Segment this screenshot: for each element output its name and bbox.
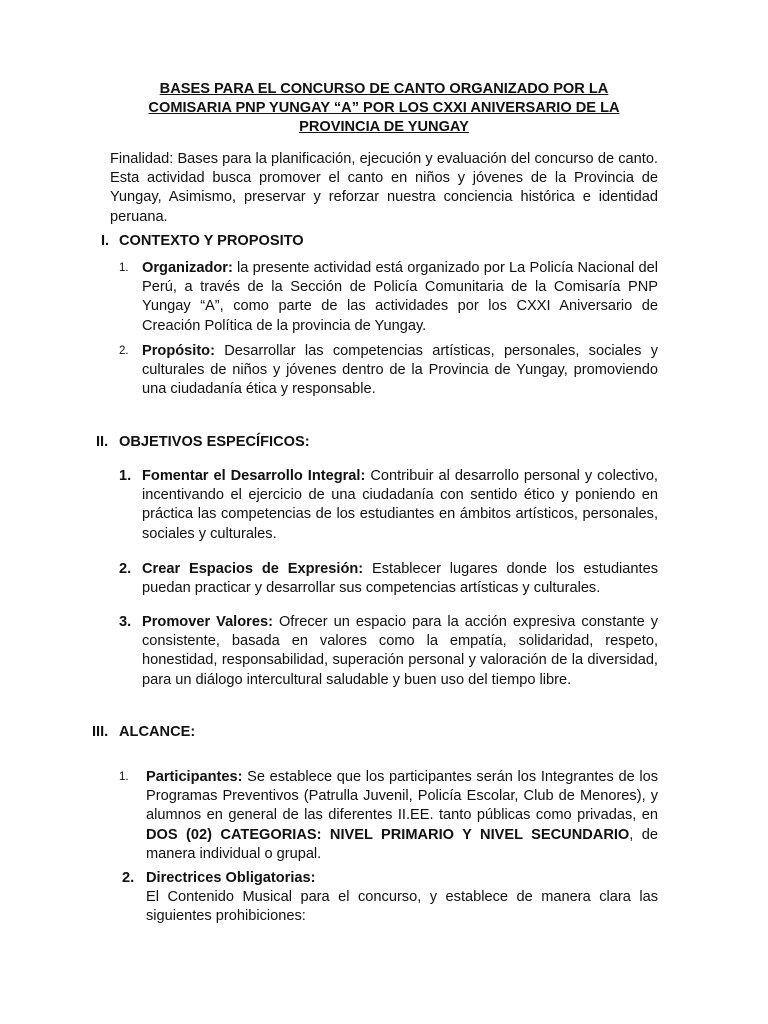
item-label: Crear Espacios de Expresión: (142, 561, 364, 577)
section-heading: CONTEXTO Y PROPOSITO (119, 233, 304, 249)
item-number: 1. (119, 468, 132, 484)
item-text: Ofrecer un espacio para la acción expresiva constante y consistente, basada en valores como la empatía, solidaridad, respeto, honestidad, responsabilidad, superación personal y valoración de la diversidad, para un diálogo intercultural saludable y buen uso del tiempo libre. (142, 614, 658, 688)
title-line: BASES PARA EL CONCURSO DE CANTO ORGANIZADO POR LA (159, 81, 609, 97)
list-item (142, 342, 658, 400)
item-label: Fomentar el Desarrollo Integral: (142, 468, 366, 484)
list-item (142, 259, 658, 336)
item-number: 1. (119, 771, 129, 783)
item-label: Organizador: (142, 260, 233, 276)
item-text: Desarrollar las competencias artísticas, personales, sociales y culturales de niños y jóvenes dentro de la Provincia de Yungay, promoviendo una ciudadanía ética y responsable. (142, 343, 658, 398)
item-bold-inline: DOS (02) CATEGORIAS: NIVEL PRIMARIO Y NIVEL SECUNDARIO (146, 826, 630, 843)
item-text: Se establece que los participantes serán los Integrantes de los Programas Preventivos (Patrulla Juvenil, Policía Escolar, Club de Menores), y alumnos en general de las diferentes II.EE. tanto públicas como privadas, en (146, 769, 658, 824)
item-text: El Contenido Musical para el concurso, y establece de manera clara las siguientes prohibiciones: (146, 889, 658, 925)
list-item (146, 768, 658, 864)
item-text-after: , de manera individual o grupal. (146, 826, 659, 862)
item-number: 2. (119, 345, 129, 357)
section-numeral: II. (96, 434, 109, 450)
list-item (142, 467, 658, 544)
item-text: Establecer lugares donde los estudiantes puedan practicar y desarrollar sus competencias artísticas y culturales. (142, 561, 659, 597)
item-number: 3. (119, 614, 132, 630)
item-number: 2. (119, 561, 132, 577)
item-label: Directrices Obligatorias: (146, 870, 316, 886)
list-item (142, 560, 658, 598)
item-number: 1. (119, 262, 129, 274)
item-label: Participantes: (146, 769, 243, 785)
section-heading: OBJETIVOS ESPECÍFICOS: (119, 434, 310, 450)
item-number: 2. (122, 870, 135, 886)
section-numeral: I. (101, 233, 110, 249)
finalidad-paragraph: Finalidad: Bases para la planificación, ejecución y evaluación del concurso de canto. Esta actividad busca promover el canto en niños y jóvenes de la Provincia de Yungay, Asimismo, preservar y reforzar nuestra conciencia histórica e identidad peruana. (110, 151, 658, 225)
title-line: COMISARIA PNP YUNGAY “A” POR LOS CXXI ANIVERSARIO DE LA (148, 100, 620, 116)
item-label: Propósito: (142, 343, 215, 359)
item-label: Promover Valores: (142, 614, 273, 630)
section-numeral: III. (92, 724, 109, 740)
title-line: PROVINCIA DE YUNGAY (299, 119, 469, 135)
list-item (146, 869, 658, 927)
item-text: Contribuir al desarrollo personal y colectivo, incentivando el ejercicio de una ciudadanía con sentido ético y poniendo en práctica las competencias de los estudiantes en ámbitos artísticos, personales, sociales y culturales. (142, 468, 658, 542)
section-heading: ALCANCE: (119, 724, 196, 740)
list-item (142, 613, 658, 690)
document-title (110, 80, 658, 137)
item-text: la presente actividad está organizado por La Policía Nacional del Perú, a través de la Sección de Policía Comunitaria de la Comisaría PNP Yungay “A”, como parte de las actividades por los CXXI Aniversario de Creación Política de la provincia de Yungay. (142, 260, 658, 334)
